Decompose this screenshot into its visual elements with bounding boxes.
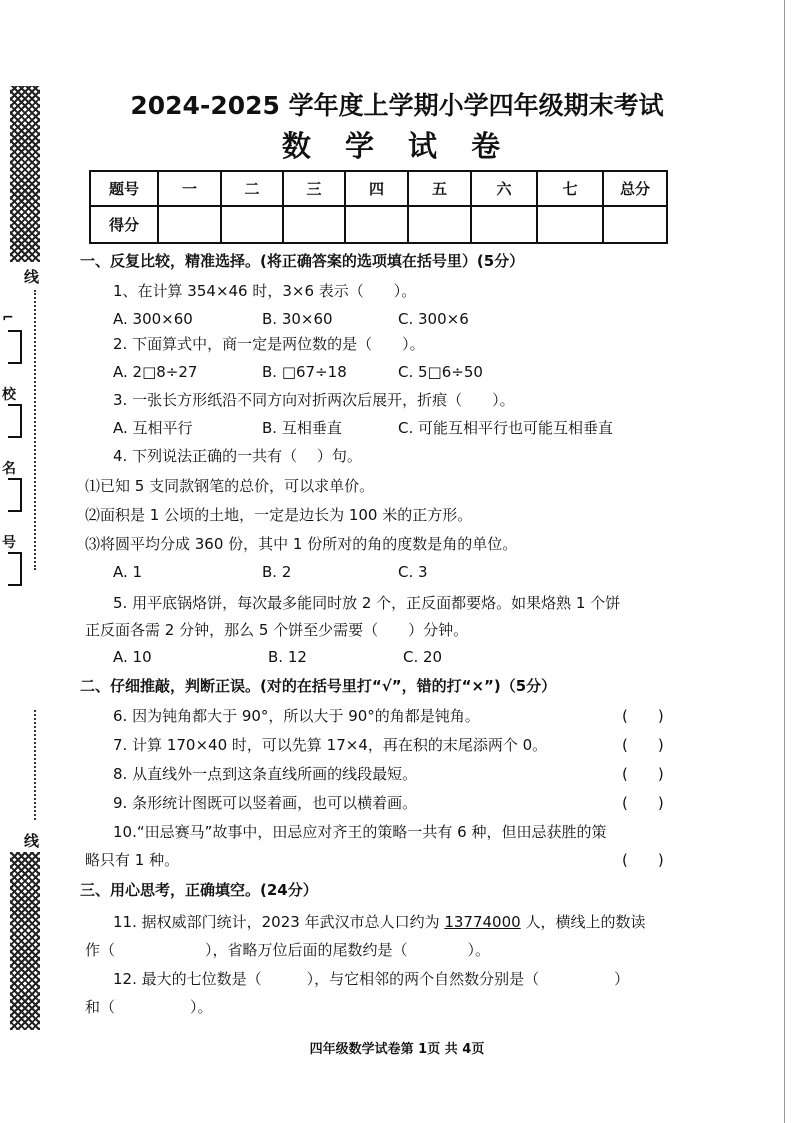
score-row-label: 得分 — [90, 206, 158, 243]
margin-char-top: 线 — [24, 268, 40, 286]
question-12-text-line-2: 和（ ）。 — [85, 998, 213, 1016]
question-6-text: 6. 因为钝角都大于 90°，所以大于 90°的角都是钝角。 — [113, 707, 480, 725]
question-11-population-number: 13774000 — [444, 913, 521, 931]
question-4-statement-1: ⑴已知 5 支同款钢笔的总价，可以求单价。 — [85, 477, 375, 495]
question-9-answer-paren[interactable]: ( ) — [622, 794, 664, 812]
question-4-option-a: A. 1 — [113, 563, 143, 581]
question-10-answer-paren[interactable]: ( ) — [622, 851, 664, 869]
question-11-text-line-2: 作（ ），省略万位后面的尾数约是（ ）。 — [85, 941, 491, 959]
margin-fragment-4: 号 — [2, 535, 16, 551]
question-5-option-b: B. 12 — [268, 648, 307, 666]
exam-title: 2024-2025 学年度上学期小学四年级期末考试 — [130, 91, 664, 120]
section-2-heading: 二、仔细推敲，判断正误。(对的在括号里打“√”，错的打“×”)（5分） — [80, 677, 557, 695]
question-12-text-line-1: 12. 最大的七位数是（ ），与它相邻的两个自然数分别是（ ） — [113, 970, 630, 988]
score-table-score-row — [90, 206, 667, 243]
question-3-option-b: B. 互相垂直 — [262, 419, 342, 437]
margin-bracket-1 — [8, 330, 22, 364]
score-header-cell: 七 — [537, 171, 603, 206]
question-3-option-a: A. 互相平行 — [113, 419, 193, 437]
question-11-text-pre: 11. 据权威部门统计，2023 年武汉市总人口约为 — [113, 913, 445, 931]
question-5-stem-line-1: 5. 用平底锅烙饼，每次最多能同时放 2 个，正反面都要烙。如果烙熟 1 个饼 — [113, 594, 621, 612]
score-cell[interactable] — [408, 206, 471, 243]
margin-fragment-3: 名 — [2, 461, 16, 477]
page-edge — [784, 0, 785, 1123]
question-1-option-a: A. 300×60 — [113, 310, 193, 328]
question-2-option-b: B. □67÷18 — [262, 363, 347, 381]
question-7-text: 7. 计算 170×40 时，可以先算 17×4，再在积的末尾添两个 0。 — [113, 736, 548, 754]
score-cell[interactable] — [471, 206, 537, 243]
exam-subtitle: 数 学 试 卷 — [281, 129, 513, 163]
score-header-cell: 题号 — [90, 171, 158, 206]
margin-fragment-2: 校 — [2, 387, 16, 403]
question-9-text: 9. 条形统计图既可以竖着画，也可以横着画。 — [113, 794, 418, 812]
score-cell[interactable] — [221, 206, 283, 243]
question-2-option-a: A. 2□8÷27 — [113, 363, 198, 381]
score-header-cell: 二 — [221, 171, 283, 206]
margin-bracket-2 — [8, 404, 22, 438]
question-11-text-post: 人，横线上的数读 — [520, 913, 646, 931]
question-4-stem: 4. 下列说法正确的一共有（ ）句。 — [113, 447, 362, 465]
question-1-option-c: C. 300×6 — [398, 310, 469, 328]
score-table-header-row — [90, 171, 667, 206]
section-1-heading: 一、反复比较，精准选择。(将正确答案的选项填在括号里）(5分） — [80, 252, 525, 270]
question-10-text-line-1: 10.“田忌赛马”故事中，田忌应对齐王的策略一共有 6 种，但田忌获胜的策 — [113, 823, 607, 841]
question-3-option-c: C. 可能互相平行也可能互相垂直 — [398, 419, 614, 437]
score-header-cell: 四 — [345, 171, 408, 206]
margin-bracket-3 — [8, 478, 22, 512]
page-footer: 四年级数学试卷第 1页 共 4页 — [309, 1042, 485, 1057]
question-4-option-b: B. 2 — [262, 563, 292, 581]
question-2-option-c: C. 5□6÷50 — [398, 363, 483, 381]
section-3-heading: 三、用心思考，正确填空。(24分） — [80, 881, 318, 899]
binding-hatch-bottom — [10, 852, 40, 1030]
question-11-text-line-1 — [113, 912, 645, 932]
margin-bracket-4 — [8, 552, 22, 586]
question-8-answer-paren[interactable]: ( ) — [622, 765, 664, 783]
score-cell[interactable] — [158, 206, 221, 243]
question-10-text-line-2: 略只有 1 种。 — [85, 851, 180, 869]
question-6-answer-paren[interactable]: ( ) — [622, 707, 664, 725]
question-4-statement-2: ⑵面积是 1 公顷的土地，一定是边长为 100 米的正方形。 — [85, 506, 473, 524]
score-header-cell: 一 — [158, 171, 221, 206]
question-5-stem-line-2: 正反面各需 2 分钟，那么 5 个饼至少需要（ ）分钟。 — [85, 621, 469, 639]
question-2-stem: 2. 下面算式中，商一定是两位数的是（ ）。 — [113, 335, 425, 353]
score-header-cell: 六 — [471, 171, 537, 206]
question-4-statement-3: ⑶将圆平均分成 360 份，其中 1 份所对的角的度数是角的单位。 — [85, 535, 518, 553]
margin-dotted-line-bottom — [34, 710, 36, 820]
score-header-cell: 五 — [408, 171, 471, 206]
score-cell[interactable] — [603, 206, 667, 243]
score-cell[interactable] — [345, 206, 408, 243]
score-table — [89, 170, 668, 244]
margin-char-bottom: 线 — [24, 832, 40, 850]
question-4-option-c: C. 3 — [398, 563, 428, 581]
question-1-stem: 1、在计算 354×46 时，3×6 表示（ ）。 — [113, 282, 417, 300]
question-1-option-b: B. 30×60 — [262, 310, 333, 328]
question-5-option-a: A. 10 — [113, 648, 152, 666]
question-5-option-c: C. 20 — [403, 648, 443, 666]
score-header-cell: 三 — [283, 171, 345, 206]
question-7-answer-paren[interactable]: ( ) — [622, 736, 664, 754]
score-header-cell: 总分 — [603, 171, 667, 206]
margin-dotted-line-top — [34, 290, 36, 570]
margin-fragment-1: ⌐ — [2, 310, 14, 326]
question-3-stem: 3. 一张长方形纸沿不同方向对折两次后展开，折痕（ ）。 — [113, 391, 515, 409]
question-8-text: 8. 从直线外一点到这条直线所画的线段最短。 — [113, 765, 418, 783]
score-cell[interactable] — [537, 206, 603, 243]
score-cell[interactable] — [283, 206, 345, 243]
